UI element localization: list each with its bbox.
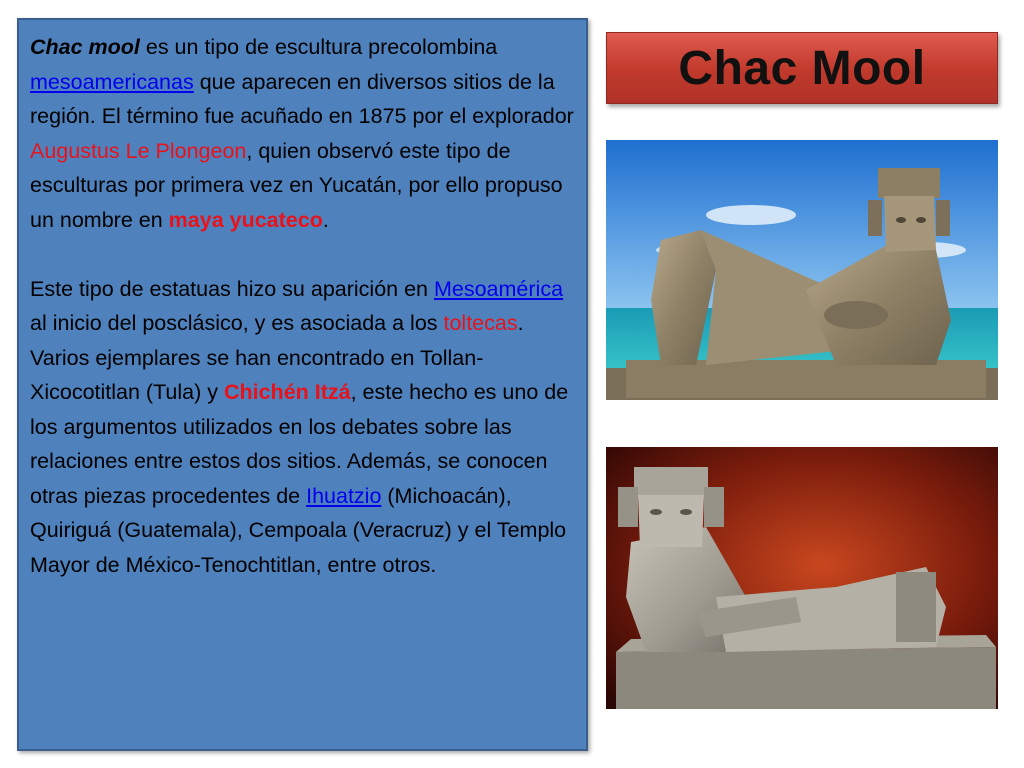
highlight-maya-yucateco: maya yucateco (168, 207, 323, 232)
paragraph-1 (30, 30, 576, 237)
museum-photo-icon (606, 447, 998, 709)
chac-mool-sculpture-beach-photo (606, 140, 998, 400)
highlight-le-plongeon: Augustus Le Plongeon (30, 138, 247, 163)
highlight-toltecas: toltecas (443, 311, 518, 335)
text-run: . Varios ejemplares se han encontrado en Tollan-Xicocotitlan (Tula) y (30, 311, 524, 404)
text-run: , este hecho es uno de los argumentos utilizados en los debates sobre las relaciones entre estos dos sitios. Además, se conocen otras piezas procedentes de (30, 380, 569, 508)
term-chac-mool: Chac mool (30, 35, 140, 59)
text-run: es un tipo de escultura precolombina (139, 35, 498, 59)
page-title: Chac Mool (678, 41, 926, 95)
text-run: , quien observó este tipo de esculturas por primera vez en Yucatán, por ello propuso un nombre en (30, 138, 563, 232)
highlight-chichen-itza: Chichén Itzá (223, 380, 351, 404)
link-mesoamericanas[interactable]: mesoamericanas (30, 69, 194, 94)
text-run: . (322, 207, 329, 232)
link-ihuatzio[interactable]: Ihuatzio (306, 483, 382, 508)
beach-photo-icon (606, 140, 998, 400)
title-box (606, 32, 998, 104)
paragraph-2 (30, 272, 576, 583)
link-mesoamerica[interactable]: Mesoamérica (433, 276, 564, 301)
text-run: al inicio del posclásico, y es asociada a los (30, 311, 444, 335)
chac-mool-sculpture-museum-photo (606, 447, 998, 709)
text-run: que aparecen en diversos sitios de la región. El término fue acuñado en 1875 por el explorador (30, 69, 574, 128)
text-run: (Michoacán), Quiriguá (Guatemala), Cempoala (Veracruz) y el Templo Mayor de México-Tenochtitlan, entre otros. (30, 483, 567, 577)
text-panel (17, 18, 588, 751)
text-run: Este tipo de estatuas hizo su aparición en (30, 276, 434, 301)
